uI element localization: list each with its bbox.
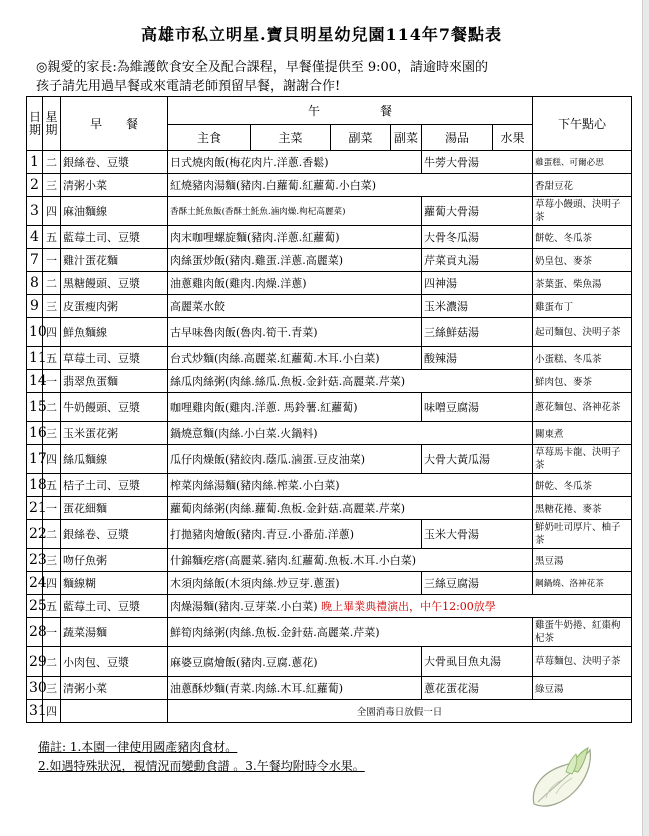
- snack-cell: 鮮奶吐司厚片、柚子茶: [533, 520, 632, 549]
- breakfast-cell: 麻油麵線: [61, 197, 168, 226]
- snack-cell: 香甜豆花: [533, 174, 632, 197]
- soup-cell: 芹菜貢丸湯: [422, 249, 533, 272]
- breakfast-cell: 黑糖饅頭、豆漿: [61, 272, 168, 295]
- table-row: [27, 393, 632, 422]
- snack-cell: 關東煮: [533, 422, 632, 445]
- lunch-cell: 全園消毒日放假一日: [168, 700, 632, 723]
- weekday-cell: 二: [43, 393, 61, 422]
- lunch-cell: 高麗菜水餃: [168, 295, 422, 318]
- snack-cell: 草莓麵包、決明子茶: [533, 647, 632, 677]
- snack-cell: 茶葉蛋、柴魚湯: [533, 272, 632, 295]
- weekday-cell: 三: [43, 174, 61, 197]
- weekday-cell: 二: [43, 647, 61, 677]
- header-breakfast: 早 餐: [61, 97, 168, 151]
- snack-cell: 餅乾、冬瓜茶: [533, 226, 632, 249]
- table-row: [27, 151, 632, 174]
- soup-cell: 三絲鮮菇湯: [422, 318, 533, 347]
- notice-line-2: 孩子請先用過早餐或來電請老師預留早餐，謝謝合作!: [36, 79, 341, 94]
- snack-cell: 奶皇包、麥茶: [533, 249, 632, 272]
- weekday-cell: 五: [43, 347, 61, 370]
- soup-cell: 蔥花蛋花湯: [422, 677, 533, 700]
- header-main: 主食: [168, 125, 251, 151]
- table-row: [27, 347, 632, 370]
- lunch-cell: 鮮筍肉絲粥(肉絲.魚板.金針菇.高麗菜.芹菜): [168, 618, 533, 647]
- snack-cell: 雞蛋布丁: [533, 295, 632, 318]
- table-row: [27, 497, 632, 520]
- breakfast-cell: 清粥小菜: [61, 174, 168, 197]
- soup-cell: 四神湯: [422, 272, 533, 295]
- parent-notice: [36, 58, 626, 96]
- weekday-cell: 一: [43, 370, 61, 393]
- day-cell: 30: [27, 677, 43, 700]
- page-edge-shadow: [642, 0, 649, 836]
- note-line-1: 備註: 1.本園一律使用國產豬肉食材。: [38, 740, 238, 754]
- day-cell: 4: [27, 226, 43, 249]
- day-cell: 31: [27, 700, 43, 723]
- lunch-cell: 香酥土魠魚飯(香酥土魠魚.滷肉燥.枸杞高麗菜): [168, 197, 422, 226]
- table-row: [27, 445, 632, 474]
- table-row: [27, 520, 632, 549]
- table-row: [27, 572, 632, 595]
- table-row: [27, 197, 632, 226]
- day-cell: 18: [27, 474, 43, 497]
- breakfast-cell: 清粥小菜: [61, 677, 168, 700]
- header-weekday: 星期: [43, 97, 61, 151]
- soup-cell: 大骨大黃瓜湯: [422, 445, 533, 474]
- weekday-cell: 三: [43, 677, 61, 700]
- breakfast-cell: 玉米蛋花粥: [61, 422, 168, 445]
- day-cell: 1: [27, 151, 43, 174]
- weekday-cell: 二: [43, 151, 61, 174]
- day-cell: 7: [27, 249, 43, 272]
- lunch-cell: [168, 595, 632, 618]
- soup-cell: 味噌豆腐湯: [422, 393, 533, 422]
- page-title: 高雄市私立明星.寶貝明星幼兒園114年7餐點表: [140, 25, 503, 44]
- header-lunch: 午 餐: [168, 97, 533, 125]
- table-row: [27, 295, 632, 318]
- soup-cell: 三絲豆腐湯: [422, 572, 533, 595]
- snack-cell: 草莓馬卡龍、決明子茶: [533, 445, 632, 474]
- lunch-cell: 肉絲蛋炒飯(豬肉.雞蛋.洋蔥.高麗菜): [168, 249, 422, 272]
- lunch-cell: 油蔥酥炒麵(青菜.肉絲.木耳.紅蘿蔔): [168, 677, 422, 700]
- soup-cell: 玉米大骨湯: [422, 520, 533, 549]
- header-day: 日期: [27, 97, 43, 151]
- snack-cell: 鋼鍋燒、洛神花茶: [533, 572, 632, 595]
- breakfast-cell: 皮蛋瘦肉粥: [61, 295, 168, 318]
- breakfast-cell: 雞汁蛋花麵: [61, 249, 168, 272]
- lunch-cell: 咖哩雞肉飯(雞肉.洋蔥. 馬鈴薯.紅蘿蔔): [168, 393, 422, 422]
- breakfast-cell: 鮮魚麵線: [61, 318, 168, 347]
- weekday-cell: 三: [43, 422, 61, 445]
- breakfast-cell: [61, 700, 168, 723]
- graduation-notice: 晚上畢業典禮演出，中午12:00放學: [321, 600, 496, 613]
- lunch-cell: 鍋燒意麵(肉絲.小白菜.火鍋料): [168, 422, 533, 445]
- weekday-cell: 三: [43, 549, 61, 572]
- snack-cell: 餅乾、冬瓜茶: [533, 474, 632, 497]
- weekday-cell: 四: [43, 572, 61, 595]
- breakfast-cell: 藍莓土司、豆漿: [61, 595, 168, 618]
- day-cell: 8: [27, 272, 43, 295]
- cabbage-illustration-icon: [526, 742, 596, 814]
- lunch-cell: 榨菜肉絲湯麵(豬肉絲.榨菜.小白菜): [168, 474, 533, 497]
- day-cell: 3: [27, 197, 43, 226]
- lunch-cell: 紅燒豬肉湯麵(豬肉.白蘿蔔.紅蘿蔔.小白菜): [168, 174, 533, 197]
- day-cell: 22: [27, 520, 43, 549]
- snack-cell: 雞蛋牛奶捲、紅棗枸杞茶: [533, 618, 632, 647]
- lunch-cell: 油蔥雞肉飯(雞肉.肉燥.洋蔥): [168, 272, 422, 295]
- table-row: [27, 618, 632, 647]
- snack-cell: 起司麵包、決明子茶: [533, 318, 632, 347]
- snack-cell: 綠豆湯: [533, 677, 632, 700]
- day-cell: 28: [27, 618, 43, 647]
- table-row: [27, 700, 632, 723]
- snack-cell: 黑糖花捲、麥茶: [533, 497, 632, 520]
- lunch-text: 肉燥湯麵(豬肉.豆芽菜.小白菜): [170, 600, 318, 613]
- weekday-cell: 四: [43, 445, 61, 474]
- breakfast-cell: 翡翠魚蛋麵: [61, 370, 168, 393]
- breakfast-cell: 銀絲卷、豆漿: [61, 151, 168, 174]
- lunch-cell: 蘿蔔肉絲粥(肉絲.蘿蔔.魚板.金針菇.高麗菜.芹菜): [168, 497, 533, 520]
- header-snack: 下午點心: [533, 97, 632, 151]
- day-cell: 17: [27, 445, 43, 474]
- day-cell: 10: [27, 318, 43, 347]
- table-row: [27, 370, 632, 393]
- lunch-cell: 肉末咖哩螺旋麵(豬肉.洋蔥.紅蘿蔔): [168, 226, 422, 249]
- breakfast-cell: 絲瓜麵線: [61, 445, 168, 474]
- breakfast-cell: 蔬菜湯麵: [61, 618, 168, 647]
- day-cell: 24: [27, 572, 43, 595]
- soup-cell: 牛蒡大骨湯: [422, 151, 533, 174]
- weekday-cell: 四: [43, 318, 61, 347]
- table-row: [27, 595, 632, 618]
- breakfast-cell: 草莓土司、豆漿: [61, 347, 168, 370]
- day-cell: 21: [27, 497, 43, 520]
- day-cell: 9: [27, 295, 43, 318]
- day-cell: 29: [27, 647, 43, 677]
- weekday-cell: 一: [43, 618, 61, 647]
- lunch-cell: 木須肉絲飯(木須肉絲.炒豆芽.蔥蛋): [168, 572, 422, 595]
- header-main-dish: 主菜: [251, 125, 331, 151]
- weekday-cell: 五: [43, 595, 61, 618]
- soup-cell: 大骨冬瓜湯: [422, 226, 533, 249]
- table-row: [27, 249, 632, 272]
- snack-cell: 黑豆湯: [533, 549, 632, 572]
- table-row: [27, 549, 632, 572]
- lunch-cell: 打拋豬肉燴飯(豬肉.青豆.小番茄.洋蔥): [168, 520, 422, 549]
- note-line-2: 2.如遇特殊狀況，視情況而變動食譜 。3.午餐均附時令水果。: [38, 759, 365, 773]
- table-row: [27, 677, 632, 700]
- weekday-cell: 四: [43, 197, 61, 226]
- snack-cell: 鮮肉包、麥茶: [533, 370, 632, 393]
- weekday-cell: 三: [43, 295, 61, 318]
- breakfast-cell: 小肉包、豆漿: [61, 647, 168, 677]
- day-cell: 15: [27, 393, 43, 422]
- table-row: [27, 174, 632, 197]
- snack-cell: 蔥花麵包、洛神花茶: [533, 393, 632, 422]
- lunch-cell: 什錦麵疙瘩(高麗菜.豬肉.紅蘿蔔.魚板.木耳.小白菜): [168, 549, 533, 572]
- weekday-cell: 一: [43, 249, 61, 272]
- soup-cell: 蘿蔔大骨湯: [422, 197, 533, 226]
- breakfast-cell: 牛奶饅頭、豆漿: [61, 393, 168, 422]
- day-cell: 2: [27, 174, 43, 197]
- breakfast-cell: 麵線糊: [61, 572, 168, 595]
- breakfast-cell: 吻仔魚粥: [61, 549, 168, 572]
- lunch-cell: 日式燒肉飯(梅花肉片.洋蔥.香鬆): [168, 151, 422, 174]
- day-cell: 14: [27, 370, 43, 393]
- weekday-cell: 五: [43, 226, 61, 249]
- day-cell: 23: [27, 549, 43, 572]
- snack-cell: 小蛋糕、冬瓜茶: [533, 347, 632, 370]
- day-cell: 25: [27, 595, 43, 618]
- breakfast-cell: 桔子土司、豆漿: [61, 474, 168, 497]
- weekday-cell: 四: [43, 700, 61, 723]
- header-soup: 湯品: [422, 125, 493, 151]
- lunch-cell: 古早味魯肉飯(魯肉.筍干.青菜): [168, 318, 422, 347]
- soup-cell: 玉米濃湯: [422, 295, 533, 318]
- table-row: [27, 647, 632, 677]
- weekday-cell: 二: [43, 520, 61, 549]
- weekday-cell: 一: [43, 497, 61, 520]
- weekday-cell: 五: [43, 474, 61, 497]
- day-cell: 16: [27, 422, 43, 445]
- lunch-cell: 絲瓜肉絲粥(肉絲.絲瓜.魚板.金針菇.高麗菜.芹菜): [168, 370, 533, 393]
- table-row: [27, 226, 632, 249]
- breakfast-cell: 藍莓土司、豆漿: [61, 226, 168, 249]
- breakfast-cell: 銀絲卷、豆漿: [61, 520, 168, 549]
- lunch-cell: 台式炒麵(肉絲.高麗菜.紅蘿蔔.木耳.小白菜): [168, 347, 422, 370]
- breakfast-cell: 蛋花細麵: [61, 497, 168, 520]
- meal-table: [26, 96, 632, 723]
- table-row: [27, 318, 632, 347]
- table-row: [27, 272, 632, 295]
- lunch-cell: 瓜仔肉燥飯(豬絞肉.蔭瓜.滷蛋.豆皮油菜): [168, 445, 422, 474]
- snack-cell: 草莓小饅頭、決明子茶: [533, 197, 632, 226]
- notice-line-1: ◎親愛的家長:為維護飲食安全及配合課程，早餐僅提供至 9:00，請逾時來園的: [36, 60, 489, 75]
- day-cell: 11: [27, 347, 43, 370]
- soup-cell: 大骨虱目魚丸湯: [422, 647, 533, 677]
- lunch-cell: 麻婆豆腐燴飯(豬肉.豆腐.蔥花): [168, 647, 422, 677]
- soup-cell: 酸辣湯: [422, 347, 533, 370]
- header-side-1: 副菜: [331, 125, 391, 151]
- header-fruit: 水果: [493, 125, 533, 151]
- weekday-cell: 二: [43, 272, 61, 295]
- snack-cell: 雞蛋糕、可爾必思: [533, 151, 632, 174]
- table-row: [27, 422, 632, 445]
- header-side-2: 副菜: [391, 125, 422, 151]
- table-row: [27, 474, 632, 497]
